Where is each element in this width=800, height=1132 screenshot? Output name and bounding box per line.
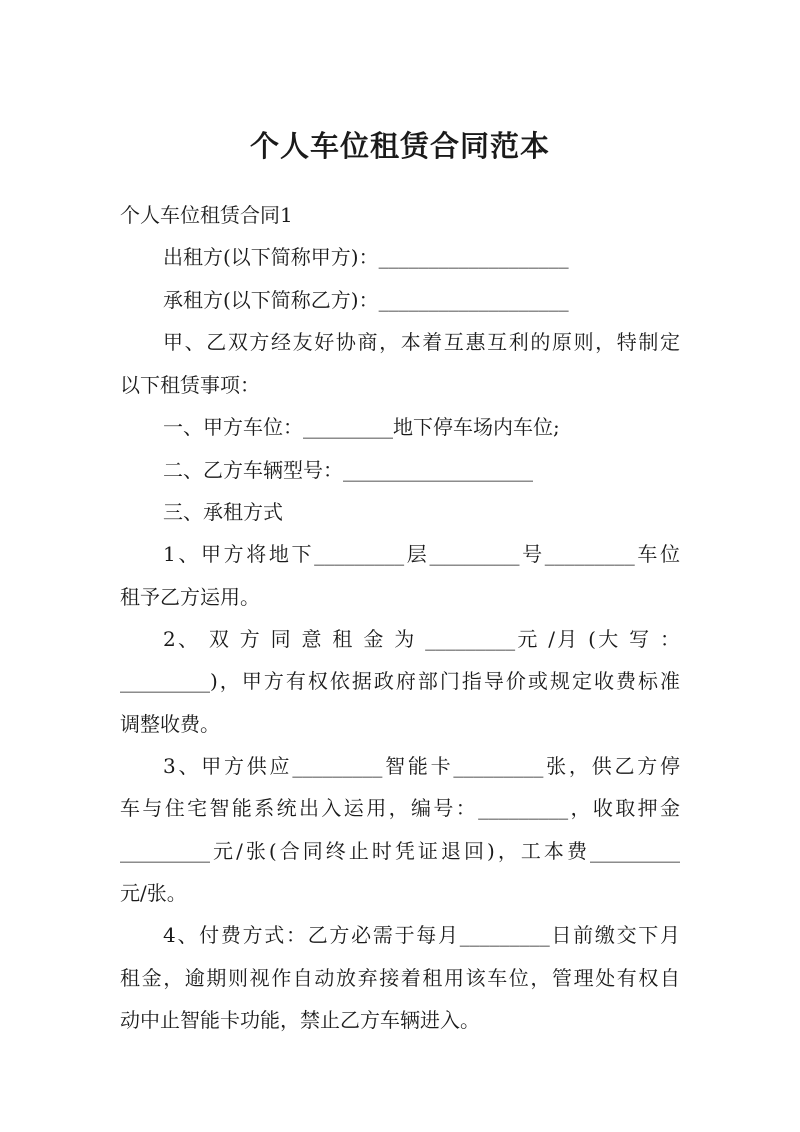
item-4-line-3: 动中止智能卡功能，禁止乙方车辆进入。 <box>120 1008 480 1032</box>
item-2-line-1: 2、 双 方 同 意 租 金 为 _________元 /月 (大 写 ： <box>163 627 680 651</box>
contract-heading: 个人车位租赁合同1 <box>120 203 293 227</box>
item-1-line-2: 租予乙方运用。 <box>120 585 260 609</box>
document-title: 个人车位租赁合同范本 <box>249 129 550 163</box>
lessee-line: 承租方(以下简称乙方)：___________________ <box>163 288 569 312</box>
preamble-line-1: 甲、乙双方经友好协商，本着互惠互利的原则，特制定 <box>163 330 680 354</box>
clause-3-heading: 三、承租方式 <box>163 500 283 524</box>
lessor-line: 出租方(以下简称甲方)：___________________ <box>163 245 569 269</box>
item-2-line-2: _________)，甲方有权依据政府部门指导价或规定收费标准 <box>120 669 680 693</box>
item-3-line-1: 3、甲方供应_________智能卡_________张，供乙方停 <box>163 754 680 778</box>
item-3-line-2: 车与住宅智能系统出入运用，编号：_________，收取押金 <box>120 796 680 820</box>
item-1-line-1: 1、甲方将地下_________层_________号_________车位 <box>163 542 680 566</box>
item-4-line-2: 租金，逾期则视作自动放弃接着租用该车位，管理处有权自 <box>120 966 680 990</box>
item-3-line-4: 元/张。 <box>120 881 187 905</box>
item-4-line-1: 4、付费方式：乙方必需于每月_________日前缴交下月 <box>163 923 680 947</box>
item-2-line-3: 调整收费。 <box>120 712 220 736</box>
preamble-line-2: 以下租赁事项： <box>120 373 260 397</box>
clause-2-vehicle-model: 二、乙方车辆型号：___________________ <box>163 458 533 482</box>
item-3-line-3: _________元/张(合同终止时凭证退回)，工本费_________ <box>120 839 680 863</box>
clause-1-parking-space: 一、甲方车位：_________地下停车场内车位; <box>163 415 560 439</box>
